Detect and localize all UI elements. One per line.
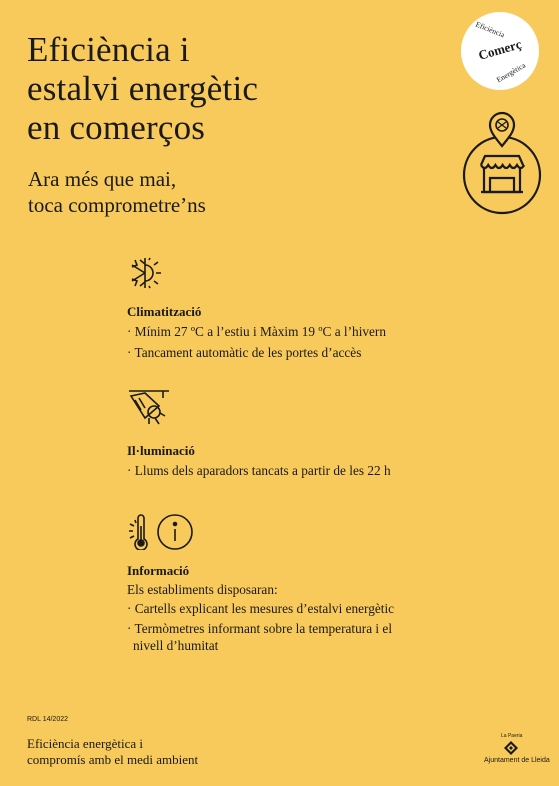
badge-top-text: Eficiència (474, 19, 506, 40)
title-line: en comerços (27, 108, 206, 147)
title-line: estalvi energètic (27, 69, 259, 108)
title-line: Eficiència i (27, 30, 190, 69)
badge-main-text: Comerç (476, 36, 524, 63)
footer-text (27, 736, 198, 768)
climate-item: · Tancament automàtic de les portes d’accès (127, 345, 362, 360)
info-icon (156, 513, 194, 551)
lighting-item: · Llums dels aparadors tancats a partir de les 22 h (127, 463, 391, 478)
lighting-title: Il·luminació (127, 443, 195, 458)
spotlight-icon (127, 388, 171, 426)
footer-line: compromís amb el medi ambient (27, 752, 199, 767)
thermometer-icon (127, 514, 153, 550)
info-intro: Els establiments disposaran: (127, 582, 278, 597)
climate-item: · Mínim 27 ºC a l’estiu i Màxim 19 ºC a l’hivern (127, 324, 387, 339)
sun-snowflake-icon (127, 255, 163, 291)
city-crest-icon (503, 740, 519, 756)
subtitle-line: toca comprometre’ns (28, 193, 206, 217)
info-item: nivell d’humitat (133, 638, 219, 653)
climate-title: Climatització (127, 304, 202, 319)
info-item: · Termòmetres informant sobre la temperatura i el (127, 621, 393, 636)
subtitle (28, 166, 206, 218)
logo-bottom-text: Ajuntament de Lleida (484, 757, 550, 764)
commerce-badge (461, 12, 539, 90)
footer-line: Eficiència energètica i (27, 736, 143, 751)
info-title: Informació (127, 563, 190, 578)
page-title (27, 30, 258, 147)
logo-top-text: La Paeria (501, 733, 523, 739)
badge-bottom-text: Energètica (494, 60, 528, 85)
reference-code: RDL 14/2022 (27, 716, 68, 723)
subtitle-line: Ara més que mai, (28, 167, 177, 191)
info-item: · Cartells explicant les mesures d’estalvi energètic (127, 601, 395, 616)
store-location-icon (459, 108, 545, 216)
